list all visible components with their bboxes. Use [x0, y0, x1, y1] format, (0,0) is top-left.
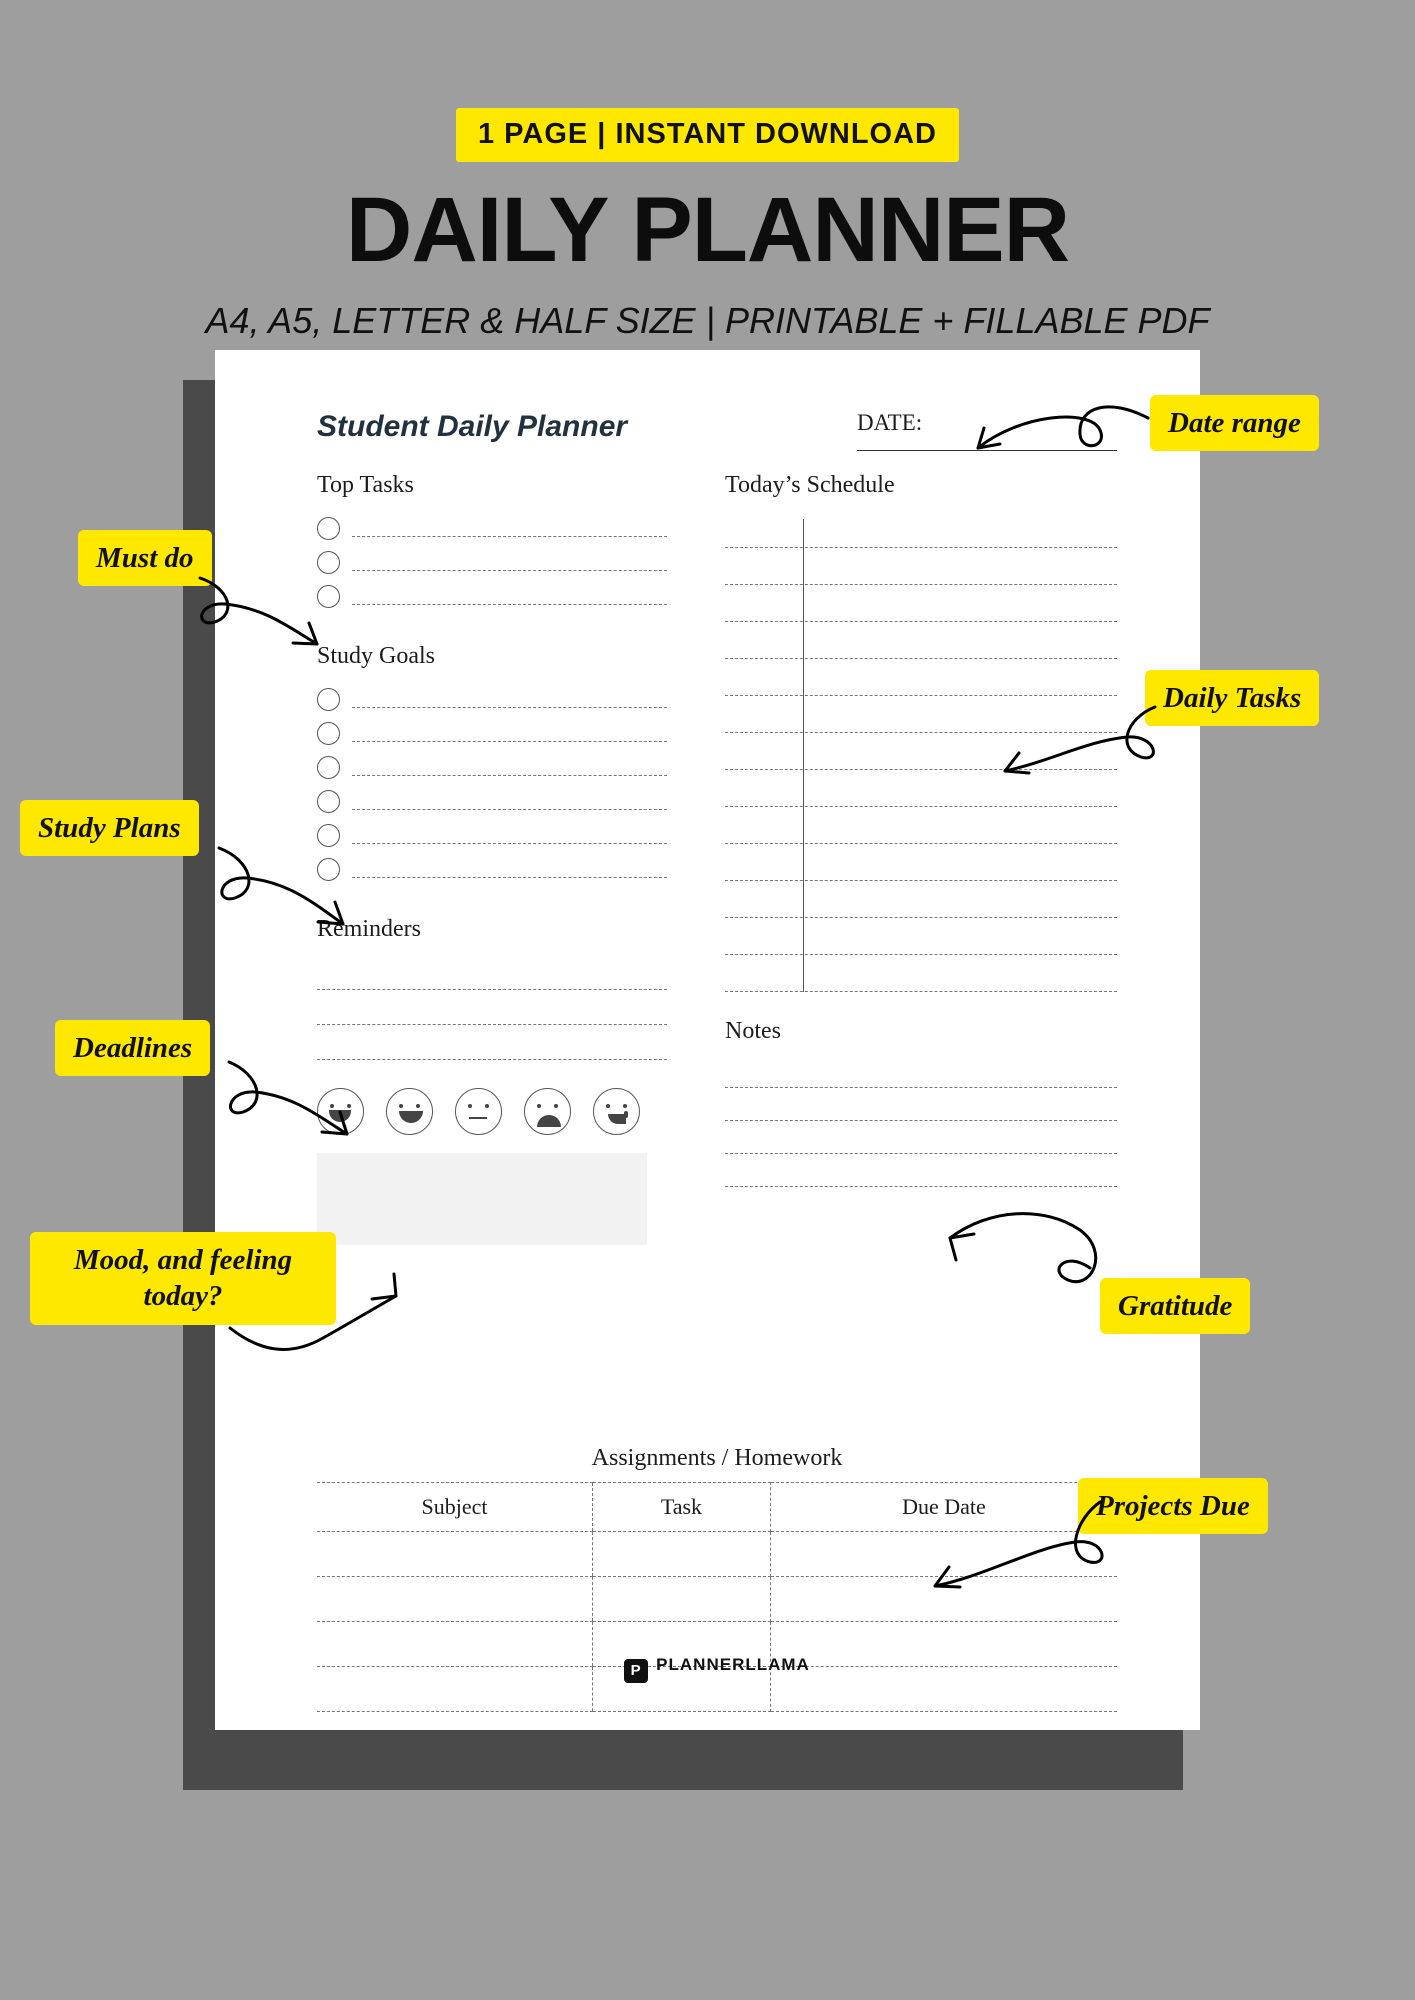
llama-logo-icon: P: [624, 1659, 648, 1683]
cell-task[interactable]: [592, 1532, 770, 1577]
write-line[interactable]: [725, 1055, 1117, 1088]
mood-note-box[interactable]: [317, 1153, 647, 1245]
list-item[interactable]: [317, 784, 667, 818]
write-line[interactable]: [352, 691, 667, 708]
checkbox-circle-icon[interactable]: [317, 688, 340, 711]
top-tasks-heading: Top Tasks: [317, 472, 414, 498]
study-goals-list: [317, 682, 667, 886]
study-goals-heading: Study Goals: [317, 643, 436, 669]
checkbox-circle-icon[interactable]: [317, 551, 340, 574]
checkbox-circle-icon[interactable]: [317, 858, 340, 881]
write-line[interactable]: [725, 1154, 1117, 1187]
top-tasks-list: [317, 511, 667, 613]
schedule-row[interactable]: [725, 918, 1117, 955]
left-column: [317, 472, 667, 1245]
checkbox-circle-icon[interactable]: [317, 517, 340, 540]
callout-must-do: Must do: [78, 530, 212, 586]
neutral-face-icon[interactable]: [455, 1088, 502, 1135]
list-item[interactable]: [317, 682, 667, 716]
page-title: DAILY PLANNER: [345, 179, 1070, 281]
schedule-row[interactable]: [725, 696, 1117, 733]
table-row[interactable]: [317, 1577, 1117, 1622]
schedule-row[interactable]: [725, 659, 1117, 696]
write-line[interactable]: [352, 793, 667, 810]
list-item[interactable]: [317, 818, 667, 852]
callout-deadlines: Deadlines: [55, 1020, 210, 1076]
table-row[interactable]: [317, 1532, 1117, 1577]
callout-study-plans: Study Plans: [20, 800, 199, 856]
reminders-list: [317, 955, 667, 1060]
write-line[interactable]: [317, 955, 667, 990]
write-line[interactable]: [352, 554, 667, 571]
mood-tracker: [317, 1088, 667, 1135]
list-item[interactable]: [317, 750, 667, 784]
schedule-row[interactable]: [725, 585, 1117, 622]
column-header-subject: Subject: [317, 1483, 592, 1532]
schedule-row[interactable]: [725, 511, 1117, 548]
callout-mood: Mood, and feeling today?: [30, 1232, 336, 1325]
checkbox-circle-icon[interactable]: [317, 756, 340, 779]
schedule-heading: Today’s Schedule: [725, 472, 895, 498]
schedule-row[interactable]: [725, 955, 1117, 992]
instant-download-badge: 1 PAGE | INSTANT DOWNLOAD: [456, 108, 959, 162]
write-line[interactable]: [352, 725, 667, 742]
schedule-row[interactable]: [725, 844, 1117, 881]
checkbox-circle-icon[interactable]: [317, 722, 340, 745]
brand-footer: [317, 1655, 1117, 1683]
checkbox-circle-icon[interactable]: [317, 585, 340, 608]
schedule-grid: [725, 511, 1117, 992]
list-item[interactable]: [317, 579, 667, 613]
schedule-row[interactable]: [725, 807, 1117, 844]
write-line[interactable]: [352, 827, 667, 844]
promo-header: [0, 0, 1415, 342]
schedule-row[interactable]: [725, 548, 1117, 585]
schedule-row[interactable]: [725, 770, 1117, 807]
table-header-row: [317, 1483, 1117, 1532]
notes-list: [725, 1055, 1117, 1187]
callout-gratitude: Gratitude: [1100, 1278, 1250, 1334]
list-item[interactable]: [317, 716, 667, 750]
write-line[interactable]: [352, 861, 667, 878]
checkbox-circle-icon[interactable]: [317, 790, 340, 813]
write-line[interactable]: [317, 1025, 667, 1060]
column-header-task: Task: [592, 1483, 770, 1532]
checkbox-circle-icon[interactable]: [317, 824, 340, 847]
notes-heading: Notes: [725, 1018, 781, 1044]
schedule-row[interactable]: [725, 733, 1117, 770]
write-line[interactable]: [725, 1088, 1117, 1121]
page-subtitle: A4, A5, LETTER & HALF SIZE | PRINTABLE + FILLABLE PDF: [205, 300, 1210, 341]
grinning-face-icon[interactable]: [317, 1088, 364, 1135]
callout-date-range: Date range: [1150, 395, 1319, 451]
brand-name: PLANNERLLAMA: [656, 1655, 810, 1674]
planner-page: [215, 350, 1200, 1730]
frowning-face-icon[interactable]: [524, 1088, 571, 1135]
planner-title: Student Daily Planner: [317, 410, 628, 443]
schedule-divider: [803, 519, 804, 992]
callout-projects-due: Projects Due: [1078, 1478, 1268, 1534]
reminders-heading: Reminders: [317, 916, 421, 942]
cell-subject[interactable]: [317, 1577, 592, 1622]
date-label: DATE:: [857, 410, 923, 435]
write-line[interactable]: [725, 1121, 1117, 1154]
assignments-heading: Assignments / Homework: [591, 1445, 843, 1471]
cell-subject[interactable]: [317, 1532, 592, 1577]
crying-face-icon[interactable]: [593, 1088, 640, 1135]
write-line[interactable]: [317, 990, 667, 1025]
cell-due-date[interactable]: [770, 1577, 1117, 1622]
write-line[interactable]: [352, 520, 667, 537]
write-line[interactable]: [352, 588, 667, 605]
date-field[interactable]: [857, 410, 1117, 451]
schedule-row[interactable]: [725, 881, 1117, 918]
list-item[interactable]: [317, 511, 667, 545]
column-header-due-date: Due Date: [770, 1483, 1117, 1532]
right-column: [725, 472, 1117, 1187]
schedule-row[interactable]: [725, 622, 1117, 659]
list-item[interactable]: [317, 852, 667, 886]
list-item[interactable]: [317, 545, 667, 579]
callout-daily-tasks: Daily Tasks: [1145, 670, 1319, 726]
smiling-face-icon[interactable]: [386, 1088, 433, 1135]
cell-task[interactable]: [592, 1577, 770, 1622]
write-line[interactable]: [352, 759, 667, 776]
cell-due-date[interactable]: [770, 1532, 1117, 1577]
